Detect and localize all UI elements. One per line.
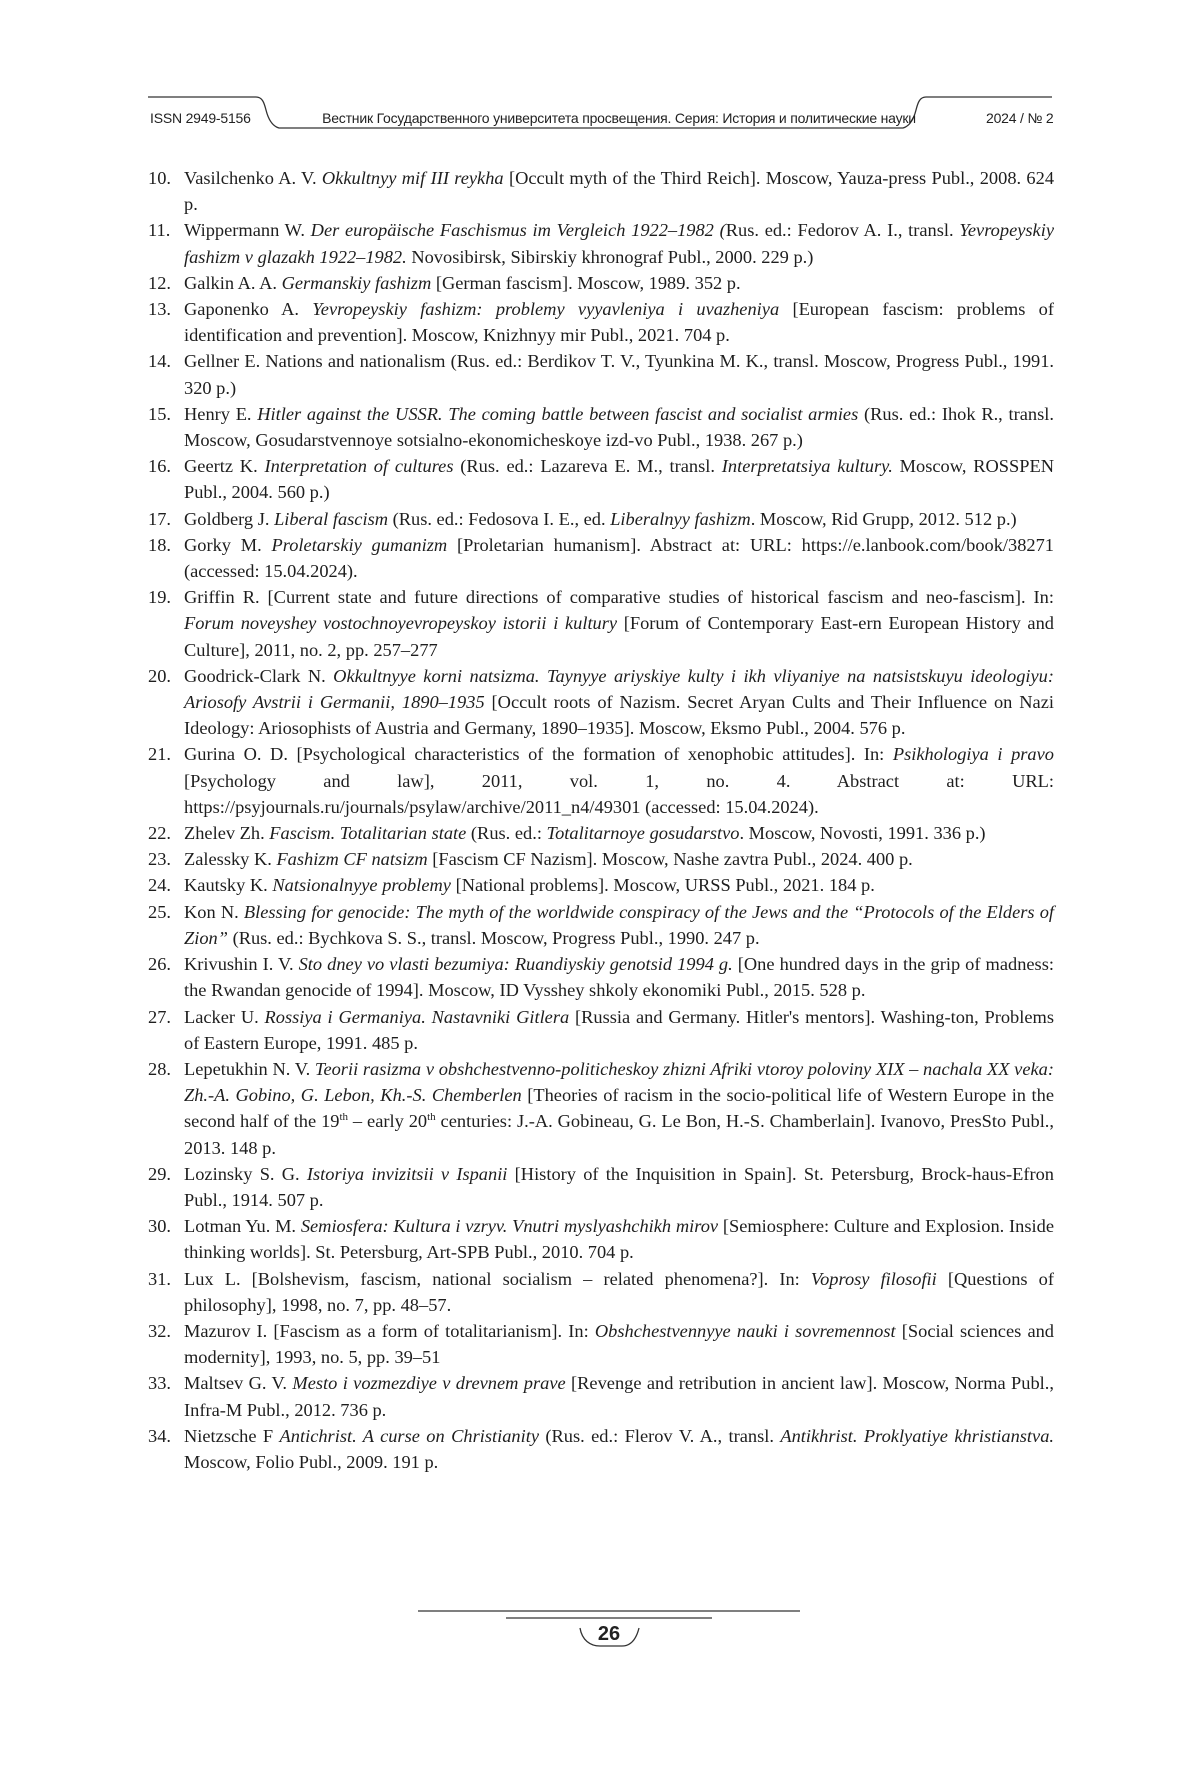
reference-number: 19. (148, 587, 171, 608)
reference-number: 18. (148, 534, 171, 555)
issn-label: ISSN 2949-5156 (150, 110, 251, 126)
reference-item (148, 1370, 1054, 1422)
reference-item (148, 348, 1054, 400)
reference-segment: [European fascism: problems of identification and prevention]. Moscow, Knizhnyy mir Publ., 2021. 704 p. (184, 299, 1054, 346)
italic-title: Hitler against the USSR. The coming battle between fascist and socialist armies (257, 403, 859, 424)
reference-segment: Maltsev G. V. (184, 1373, 293, 1394)
reference-number: 28. (148, 1058, 171, 1079)
journal-title: Вестник Государственного университета просвещения. Серия: История и политические науки (322, 110, 916, 126)
reference-segment: Gorky M. (184, 534, 272, 555)
reference-number: 30. (148, 1216, 171, 1237)
reference-number: 21. (148, 744, 171, 765)
italic-title: Teorii rasizma v obshchestvenno-politicheskoy zhizni Afriki vtoroy poloviny XIX – nachala XX veka: Zh.-A. Gobino, G. Lebon, Kh.-S. Chemberlen (184, 1058, 1054, 1106)
reference-number: 15. (148, 403, 171, 424)
reference-segment: [German fascism]. Moscow, 1989. 352 p. (431, 272, 741, 293)
reference-segment: Vasilchenko A. V. (184, 168, 322, 188)
running-header (148, 88, 1052, 140)
reference-segment: [One hundred days in the grip of madness: the Rwandan genocide of 1994]. Moscow, ID Vysshey shkoly ekonomiki Publ., 2015. 528 p. (184, 954, 1054, 1001)
reference-item (148, 453, 1054, 505)
reference-segment: Galkin A. A. (184, 272, 282, 293)
reference-number: 34. (148, 1425, 171, 1446)
reference-item (148, 899, 1054, 951)
italic-title: Rossiya i Germaniya. Nastavniki Gitlera (264, 1006, 570, 1027)
reference-segment: – early 20 (348, 1111, 428, 1132)
reference-segment: [Fascism CF Nazism]. Moscow, Nashe zavtra Publ., 2024. 400 p. (427, 849, 913, 870)
reference-text (184, 401, 1054, 453)
italic-title: Germanskiy fashizm (281, 272, 432, 293)
italic-title: Yevropeyskiy fashizm: problemy vyyavleniya i uvazheniya (312, 299, 780, 320)
superscript-text: th (427, 1111, 436, 1124)
reference-item (148, 584, 1054, 663)
reference-number: 20. (148, 665, 171, 686)
reference-segment: . Moscow, Rid Grupp, 2012. 512 p.) (750, 508, 1017, 529)
issue-label: 2024 / № 2 (986, 110, 1054, 126)
italic-title: Forum noveyshey vostochnoyevropeyskoy istorii i kultury (184, 613, 618, 634)
italic-title: Fashizm CF natsizm (276, 849, 428, 870)
reference-segment: [Theories of racism in the socio-political life of Western Europe in the second half of the 19 (184, 1085, 1054, 1132)
reference-segment: (Rus. ed.: Ihok R., transl. Moscow, Gosudarstvennoye sotsialno-ekonomicheskoye izd-vo Publ., 1938. 267 p.) (184, 403, 1054, 451)
reference-item (148, 872, 1054, 898)
reference-text (184, 872, 1054, 898)
italic-title: Psikhologiya i pravo (892, 744, 1054, 765)
reference-text (184, 348, 1054, 400)
reference-text (184, 951, 1054, 1003)
italic-title: Okkultnyye korni natsizma. Taynyye ariyskiye kulty i ikh vliyaniye na natsistskuyu ideologiyu: Ariosofy Avstrii i Germanii, 1890–1935 (184, 665, 1055, 713)
reference-segment: Gellner E. Nations and nationalism (Rus. ed.: Berdikov T. V., Tyunkina M. K., transl. Moscow, Progress Publ., 1991. 320 p.) (184, 351, 1054, 398)
italic-title: Antikhrist. Proklyatiye khristianstva. (780, 1425, 1054, 1446)
reference-text (184, 820, 1054, 846)
italic-title: Liberalnyy fashizm (610, 508, 751, 529)
reference-item (148, 217, 1054, 269)
reference-segment: (Rus. ed.: Bychkova S. S., transl. Moscow, Progress Publ., 1990. 247 p. (227, 927, 760, 948)
reference-text (184, 846, 1054, 872)
reference-segment: Moscow, Folio Publ., 2009. 191 p. (184, 1451, 439, 1472)
italic-title: Okkultnyy mif III reykha (321, 168, 504, 188)
reference-number: 29. (148, 1163, 171, 1184)
reference-segment: Mazurov I. [Fascism as a form of totalitarianism]. In: (184, 1320, 595, 1341)
reference-number: 17. (148, 508, 171, 529)
reference-text (184, 165, 1054, 217)
reference-segment: Novosibirsk, Sibirskiy khronograf Publ., 2000. 229 p.) (406, 246, 814, 267)
reference-segment: . Moscow, Novosti, 1991. 336 p.) (739, 823, 986, 844)
reference-item (148, 846, 1054, 872)
reference-item (148, 1161, 1054, 1213)
reference-segment: Moscow, ROSSPEN Publ., 2004. 560 p.) (184, 456, 1054, 503)
italic-title: Obshchestvennyye nauki i sovremennost (594, 1320, 896, 1341)
reference-item (148, 165, 1054, 217)
reference-number: 24. (148, 875, 171, 896)
reference-text (184, 1004, 1054, 1056)
reference-segment: Rus. ed.: Fedorov A. I., transl. (725, 220, 960, 241)
italic-title: Antichrist. A curse on Christianity (279, 1425, 539, 1446)
reference-segment: Henry E. (184, 403, 258, 424)
reference-segment: (Rus. ed.: Fedosova I. E., ed. (388, 508, 611, 529)
reference-segment: [Semiosphere: Culture and Explosion. Inside thinking worlds]. St. Petersburg, Art-SPB Publ., 2010. 704 p. (184, 1216, 1054, 1263)
reference-number: 16. (148, 456, 171, 477)
reference-segment: Nietzsche F (184, 1425, 280, 1446)
page-number: 26 (597, 1623, 621, 1645)
italic-title: Der europäische Faschismus im Vergleich 1922–1982 ( (310, 220, 726, 241)
reference-number: 13. (148, 299, 171, 320)
reference-segment: [Psychology and law], 2011, vol. 1, no. 4. Abstract at: URL: https://psyjournals.ru/journals/psylaw/archive/2011_n4/49301 (accessed: 15.04.2024). (184, 770, 1054, 817)
italic-title: Liberal fascism (274, 508, 389, 529)
reference-item (148, 1318, 1054, 1370)
italic-title: Interpretatsiya kultury. (721, 456, 893, 477)
reference-text (184, 1161, 1054, 1213)
reference-item (148, 951, 1054, 1003)
reference-segment: Lotman Yu. M. (184, 1216, 301, 1237)
italic-title: Interpretation of cultures (264, 456, 454, 477)
italic-title: Voprosy filosofii (810, 1268, 937, 1289)
reference-segment: [History of the Inquisition in Spain]. St. Petersburg, Brock-haus-Efron Publ., 1914. 507 p. (184, 1163, 1054, 1210)
reference-text (184, 1266, 1054, 1318)
reference-text (184, 663, 1054, 742)
italic-title: Totalitarnoye gosudarstvo (546, 823, 740, 844)
italic-title: Fascism. Totalitarian state (269, 823, 467, 844)
reference-item (148, 741, 1054, 820)
italic-title: Semiosfera: Kultura i vzryv. Vnutri myslyashchikh mirov (300, 1216, 719, 1237)
reference-segment: Gaponenko A. (184, 299, 313, 320)
reference-text (184, 1056, 1054, 1161)
reference-segment: Krivushin I. V. (184, 954, 299, 975)
reference-text (184, 296, 1054, 348)
reference-text (184, 1423, 1054, 1475)
italic-title: Mesto i vozmezdiye v drevnem prave (292, 1373, 566, 1394)
reference-text (184, 506, 1054, 532)
reference-number: 26. (148, 954, 171, 975)
reference-item (148, 1004, 1054, 1056)
italic-title: Istoriya invizitsii v Ispanii (306, 1163, 508, 1184)
reference-segment: Kautsky K. (184, 875, 273, 896)
reference-text (184, 1370, 1054, 1422)
reference-text (184, 741, 1054, 820)
reference-text (184, 1213, 1054, 1265)
reference-item (148, 1423, 1054, 1475)
reference-list (148, 165, 1054, 1475)
reference-item (148, 1056, 1054, 1161)
reference-item (148, 296, 1054, 348)
reference-segment: [Occult roots of Nazism. Secret Aryan Cults and Their Influence on Nazi Ideology: Ariosophists of Austria and Germany, 1890–1935]. Moscow, Eksmo Publ., 2004. 576 p. (184, 692, 1054, 739)
reference-segment: (Rus. ed.: Flerov V. A., transl. (538, 1425, 781, 1446)
reference-segment: [Proletarian humanism]. Abstract at: URL: https://e.lanbook.com/book/38271 (accessed: 15.04.2024). (184, 534, 1054, 582)
reference-segment: Goodrick-Clark N. (184, 665, 334, 686)
reference-segment: Geertz K. (184, 456, 265, 477)
reference-segment: Goldberg J. (184, 508, 275, 529)
reference-item (148, 1266, 1054, 1318)
reference-segment: centuries: J.-A. Gobineau, G. Le Bon, H.-S. Chamberlain]. Ivanovo, PresSto Publ., 2013. 148 p. (184, 1111, 1054, 1158)
page-footer (418, 1600, 800, 1670)
reference-item (148, 663, 1054, 742)
reference-text (184, 217, 1054, 269)
reference-text (184, 532, 1054, 584)
reference-segment: Lux L. [Bolshevism, fascism, national socialism – related phenomena?]. In: (184, 1268, 811, 1289)
reference-number: 22. (148, 823, 171, 844)
reference-segment: Gurina O. D. [Psychological characteristics of the formation of xenophobic attitudes]. In: (184, 744, 893, 765)
reference-segment: Griffin R. [Current state and future directions of comparative studies of historical fascism and neo-fascism]. In: (184, 587, 1054, 608)
reference-segment: Zalessky K. (184, 849, 277, 870)
reference-number: 33. (148, 1373, 171, 1394)
reference-segment: [Russia and Germany. Hitler's mentors]. Washing-ton, Problems of Eastern Europe, 1991. 485 p. (184, 1006, 1054, 1053)
reference-text (184, 1318, 1054, 1370)
reference-segment: [Occult myth of the Third Reich]. Moscow, Yauza-press Publ., 2008. 624 p. (184, 168, 1055, 215)
reference-segment: Lacker U. (184, 1006, 265, 1027)
italic-title: Yevropeyskiy fashizm v glazakh 1922–1982. (184, 220, 1054, 267)
reference-segment: (Rus. ed.: Lazareva E. M., transl. (453, 456, 722, 477)
reference-number: 32. (148, 1320, 171, 1341)
italic-title: Blessing for genocide: The myth of the worldwide conspiracy of the Jews and the “Protocols of the Elders of Zion” (184, 901, 1054, 948)
reference-segment: (Rus. ed.: (466, 823, 547, 844)
reference-segment: [Revenge and retribution in ancient law]. Moscow, Norma Publ., Infra-M Publ., 2012. 736 p. (184, 1373, 1054, 1420)
reference-segment: [Questions of philosophy], 1998, no. 7, pp. 48–57. (184, 1268, 1054, 1315)
reference-number: 23. (148, 849, 171, 870)
reference-number: 27. (148, 1006, 171, 1027)
reference-number: 10. (148, 168, 171, 188)
reference-item (148, 820, 1054, 846)
reference-item (148, 270, 1054, 296)
reference-number: 14. (148, 351, 171, 372)
reference-number: 31. (148, 1268, 171, 1289)
reference-segment: [Social sciences and modernity], 1993, no. 5, pp. 39–51 (184, 1320, 1055, 1368)
reference-item (148, 532, 1054, 584)
reference-number: 25. (148, 901, 171, 922)
reference-number: 11. (148, 220, 171, 241)
reference-item (148, 401, 1054, 453)
italic-title: Proletarskiy gumanizm (271, 534, 448, 555)
reference-number: 12. (148, 272, 171, 293)
reference-segment: [Forum of Contemporary East-ern European History and Culture], 2011, no. 2, pp. 257–277 (184, 613, 1054, 660)
reference-segment: Zhelev Zh. (184, 823, 270, 844)
reference-segment: Wippermann W. (184, 220, 311, 241)
reference-item (148, 1213, 1054, 1265)
italic-title: Natsionalnyye problemy (272, 875, 451, 896)
reference-item (148, 506, 1054, 532)
reference-text (184, 453, 1054, 505)
reference-segment: Lepetukhin N. V. (184, 1058, 315, 1079)
italic-title: Sto dney vo vlasti bezumiya: Ruandiyskiy genotsid 1994 g. (298, 954, 733, 975)
reference-segment: Lozinsky S. G. (184, 1163, 307, 1184)
reference-segment: Kon N. (184, 901, 244, 922)
reference-segment: [National problems]. Moscow, URSS Publ., 2021. 184 p. (450, 875, 875, 896)
reference-text (184, 270, 1054, 296)
reference-text (184, 584, 1054, 663)
reference-text (184, 899, 1054, 951)
superscript-text: th (339, 1111, 349, 1124)
